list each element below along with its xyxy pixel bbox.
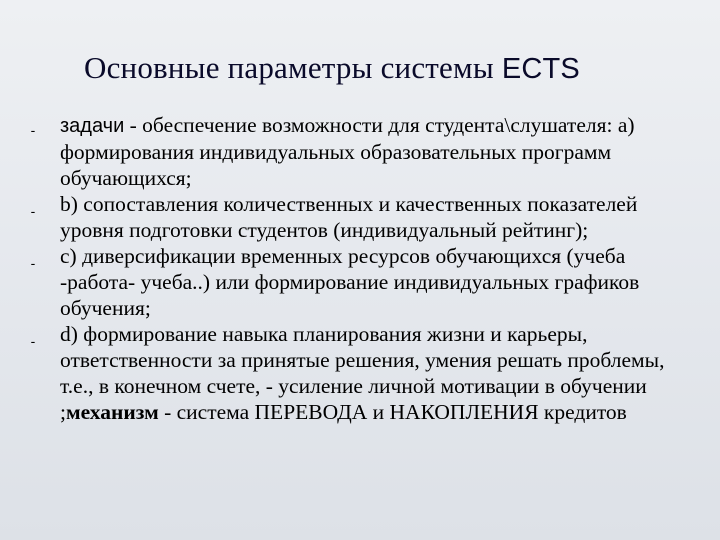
list-item <box>28 321 698 425</box>
bullet-marker: - <box>30 255 36 271</box>
bullet-marker: - <box>30 122 36 138</box>
bullet-marker: - <box>30 203 36 219</box>
bullet-list <box>28 112 698 425</box>
list-item-text <box>60 321 698 425</box>
item-body: - обеспечение возможности для студента\слушателя: а) формирования индивидуальных образовательных программ обучающихся; <box>60 113 635 190</box>
keyword-mechanism: механизм <box>65 400 159 424</box>
bullet-marker: - <box>30 333 36 349</box>
slide-title-acronym: ECTS <box>501 53 580 85</box>
slide-title <box>84 50 684 86</box>
list-item-text: c) диверсификации временных ресурсов обучающихся (учеба -работа- учеба..) или формирование индивидуальных графиков обучения; <box>60 244 640 320</box>
list-item <box>28 243 698 321</box>
list-item-text <box>60 112 698 191</box>
slide-title-text: Основные параметры системы <box>84 50 502 85</box>
list-item <box>28 112 698 191</box>
list-item-text: b) сопоставления количественных и качественных показателей уровня подготовки студентов (индивидуальный рейтинг); <box>60 192 638 242</box>
keyword-tasks: задачи <box>60 115 125 137</box>
item-body: d) формирование навыка планирования жизни и карьеры, ответственности за принятые решения, умения решать проблемы, т.е., в конечном счете, - усиление личной мотивации в обучении ; <box>60 322 665 424</box>
item-body-end: - система ПЕРЕВОДА и НАКОПЛЕНИЯ кредитов <box>158 400 627 424</box>
list-item <box>28 191 698 243</box>
